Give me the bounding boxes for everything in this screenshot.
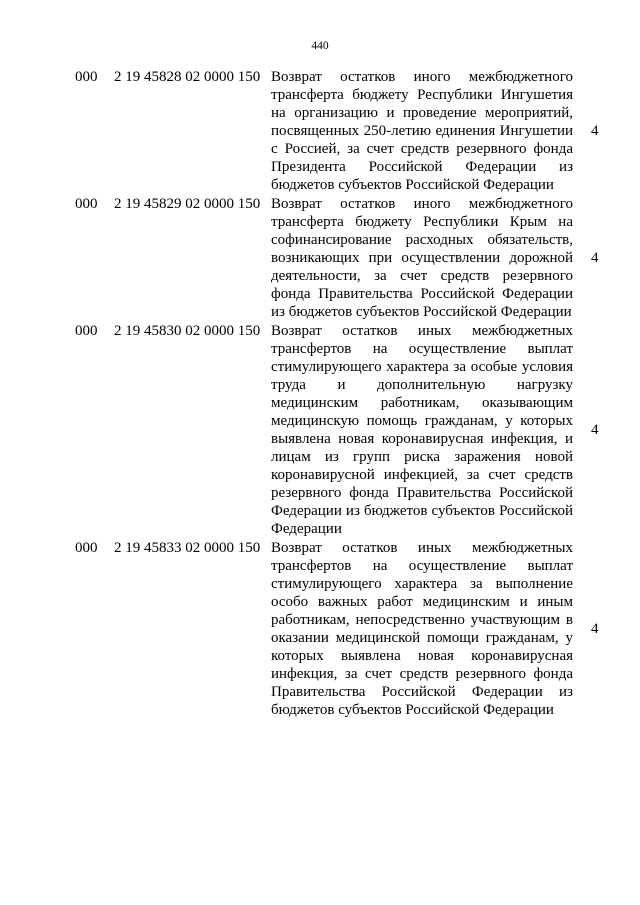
budget-classification-code: 2 19 45833 02 0000 150 <box>114 540 261 556</box>
admin-code: 000 <box>75 196 98 212</box>
entry-value: 4 <box>591 621 599 637</box>
entry-description: Возврат остатков иного межбюджетного трансферта бюджету Республики Крым на софинансирование расходных обязательств, возникающих при осуществлении дорожной деятельности, за счет средств резервного фонда Правительства Российской Федерации из бюджетов субъектов Российской Федерации <box>271 196 573 320</box>
page-number: 440 <box>311 40 329 52</box>
admin-code: 000 <box>75 69 98 85</box>
budget-code-table <box>0 68 640 720</box>
budget-classification-code: 2 19 45830 02 0000 150 <box>114 323 261 339</box>
admin-code: 000 <box>75 323 98 339</box>
admin-code: 000 <box>75 540 98 556</box>
table-row <box>0 195 640 321</box>
table-row <box>0 539 640 719</box>
entry-description: Возврат остатков иного межбюджетного трансферта бюджету Республики Ингушетия на организацию и проведение мероприятий, посвященных 250-летию единения Ингушетии с Россией, за счет средств резервного фонда Президента Российской Федерации из бюджетов субъектов Российской Федерации <box>271 69 573 193</box>
entry-value: 4 <box>591 250 599 266</box>
budget-classification-code: 2 19 45829 02 0000 150 <box>114 196 261 212</box>
entry-description: Возврат остатков иных межбюджетных трансфертов на осуществление выплат стимулирующего характера за особые условия труда и дополнительную нагрузку медицинским работникам, оказывающим медицинскую помощь гражданам, у которых выявлена новая коронавирусная инфекция, и лицам из групп риска заражения новой коронавирусной инфекцией, за счет средств резервного фонда Правительства Российской Федерации из бюджетов субъектов Российской Федерации <box>271 323 573 537</box>
table-row <box>0 68 640 194</box>
entry-value: 4 <box>591 123 599 139</box>
budget-classification-code: 2 19 45828 02 0000 150 <box>114 69 261 85</box>
entry-value: 4 <box>591 422 599 438</box>
table-row <box>0 322 640 538</box>
entry-description: Возврат остатков иных межбюджетных трансфертов на осуществление выплат стимулирующего характера за выполнение особо важных работ медицинским и иным работникам, непосредственно участвующим в оказании медицинской помощи гражданам, у которых выявлена новая коронавирусная инфекция, за счет средств резервного фонда Правительства Российской Федерации из бюджетов субъектов Российской Федерации <box>271 540 573 718</box>
